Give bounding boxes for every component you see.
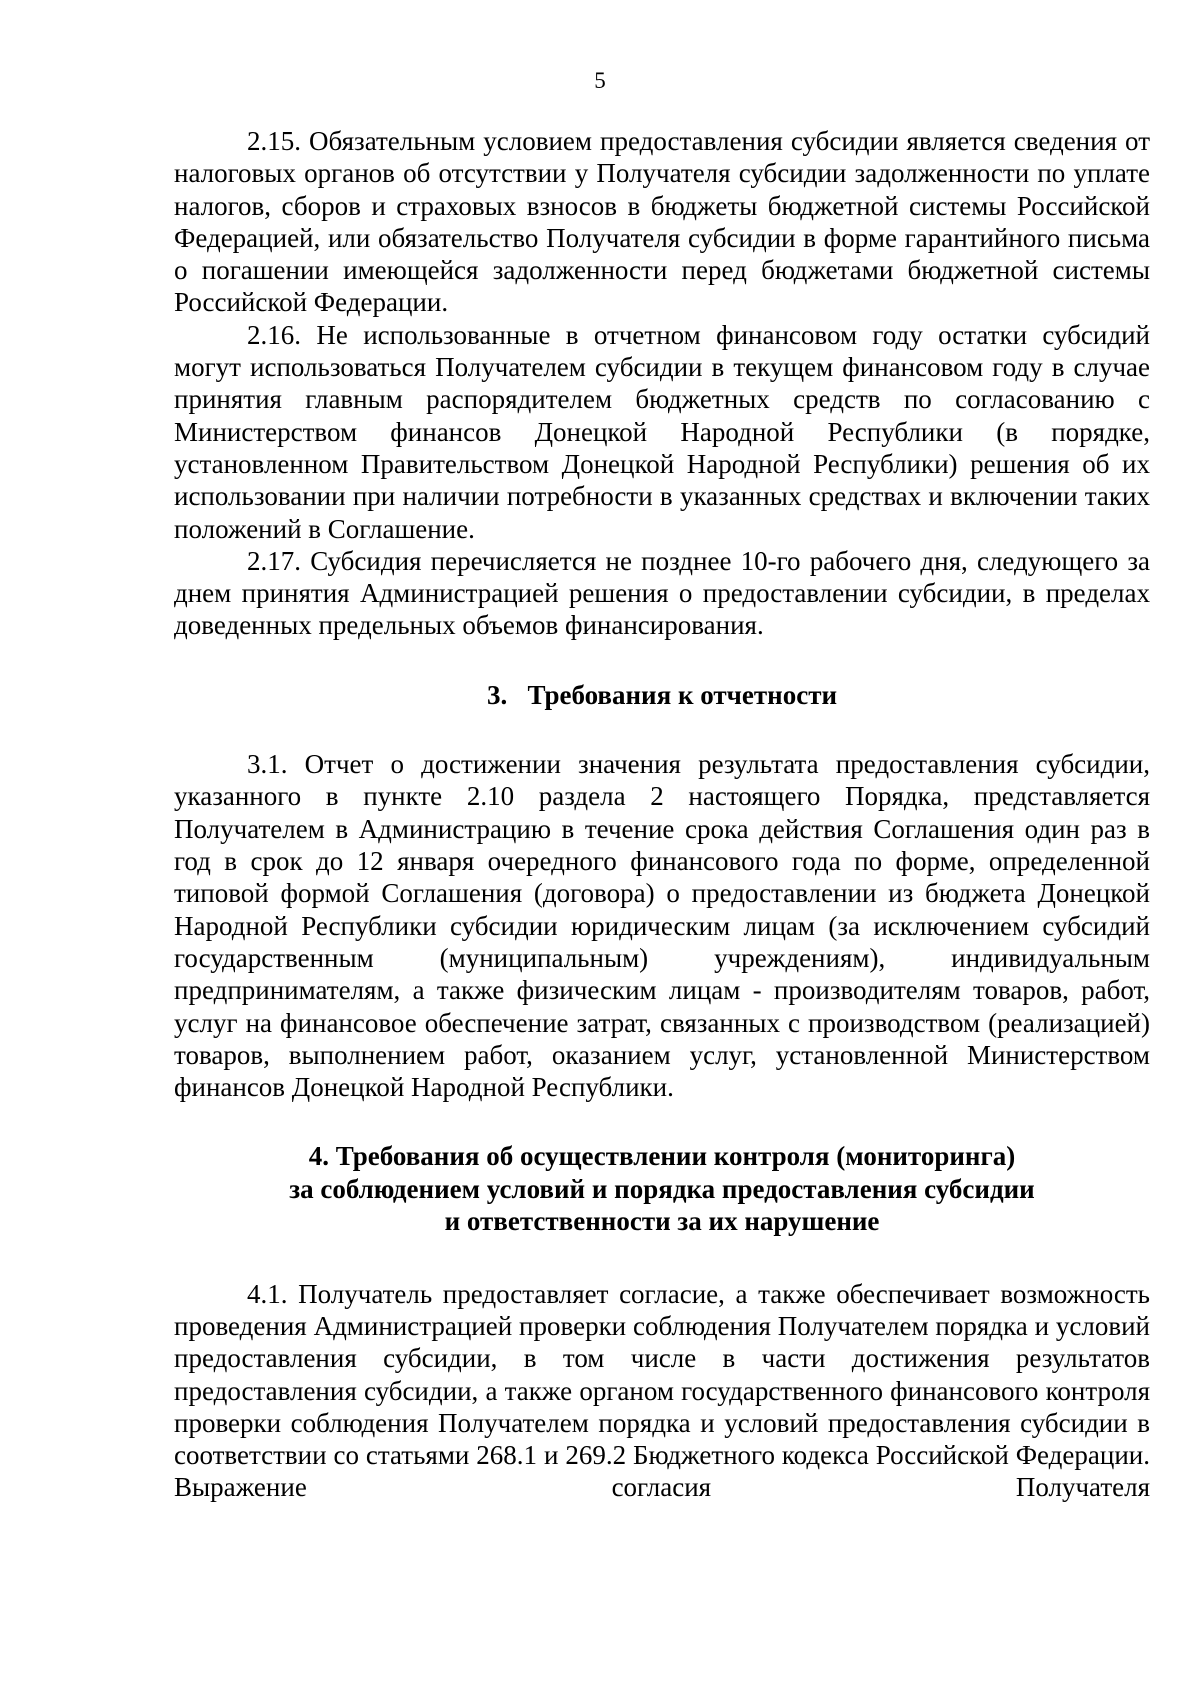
page-number: 5 bbox=[594, 68, 606, 93]
paragraph-2-15: 2.15. Обязательным условием предоставления субсидии является сведения от налоговых органов об отсутствии у Получателя субсидии задолженности по уплате налогов, сборов и страховых взносов в бюджеты бюджетной системы Российской Федерацией, или обязательство Получателя субсидии в форме гарантийного письма о погашении имеющейся задолженности перед бюджетами бюджетной системы Российской Федерации. bbox=[174, 126, 1150, 318]
section-3-heading: 3. Требования к отчетности bbox=[486, 679, 838, 710]
section-4-heading bbox=[174, 1140, 1150, 1237]
section-4-heading-line: 4. Требования об осуществлении контроля (мониторинга) bbox=[308, 1141, 1016, 1172]
section-4-heading-line: и ответственности за их нарушение bbox=[444, 1206, 880, 1237]
paragraph-3-1: 3.1. Отчет о достижении значения результата предоставления субсидии, указанного в пункте 2.10 раздела 2 настоящего Порядка, представляется Получателем в Администрацию в течение срока действия Соглашения один раз в год в срок до 12 января очередного финансового года по форме, определенной типовой формой Соглашения (договора) о предоставлении из бюджета Донецкой Народной Республики субсидии юридическим лицам (за исключением субсидий государственным (муниципальным) учреждениям), индивидуальным предпринимателям, а также физическим лицам - производителям товаров, работ, услуг на финансовое обеспечение затрат, связанных с производством (реализацией) товаров, выполнением работ, оказанием услуг, установленной Министерством финансов Донецкой Народной Республики. bbox=[174, 749, 1150, 1103]
paragraph-2-16: 2.16. Не использованные в отчетном финансовом году остатки субсидий могут использоваться Получателем субсидии в текущем финансовом году в случае принятия главным распорядителем бюджетных средств по согласованию с Министерством финансов Донецкой Народной Республики (в порядке, установленном Правительством Донецкой Народной Республики) решения об их использовании при наличии потребности в указанных средствах и включении таких положений в Соглашение. bbox=[174, 319, 1150, 544]
section-4-heading-line: за соблюдением условий и порядка предоставления субсидии bbox=[289, 1173, 1035, 1204]
paragraph-4-1: 4.1. Получатель предоставляет согласие, а также обеспечивает возможность проведения Администрацией проверки соблюдения Получателем порядка и условий предоставления субсидии, в том числе в части достижения результатов предоставления субсидии, а также органом государственного финансового контроля проверки соблюдения Получателем порядка и условий предоставления субсидии в соответствии со статьями 268.1 и 269.2 Бюджетного кодекса Российской Федерации. Выражение согласия Получателя bbox=[174, 1278, 1150, 1503]
paragraph-2-17: 2.17. Субсидия перечисляется не позднее 10-го рабочего дня, следующего за днем принятия Администрацией решения о предоставлении субсидии, в пределах доведенных предельных объемов финансирования. bbox=[174, 545, 1150, 641]
document-body bbox=[174, 125, 1150, 1504]
